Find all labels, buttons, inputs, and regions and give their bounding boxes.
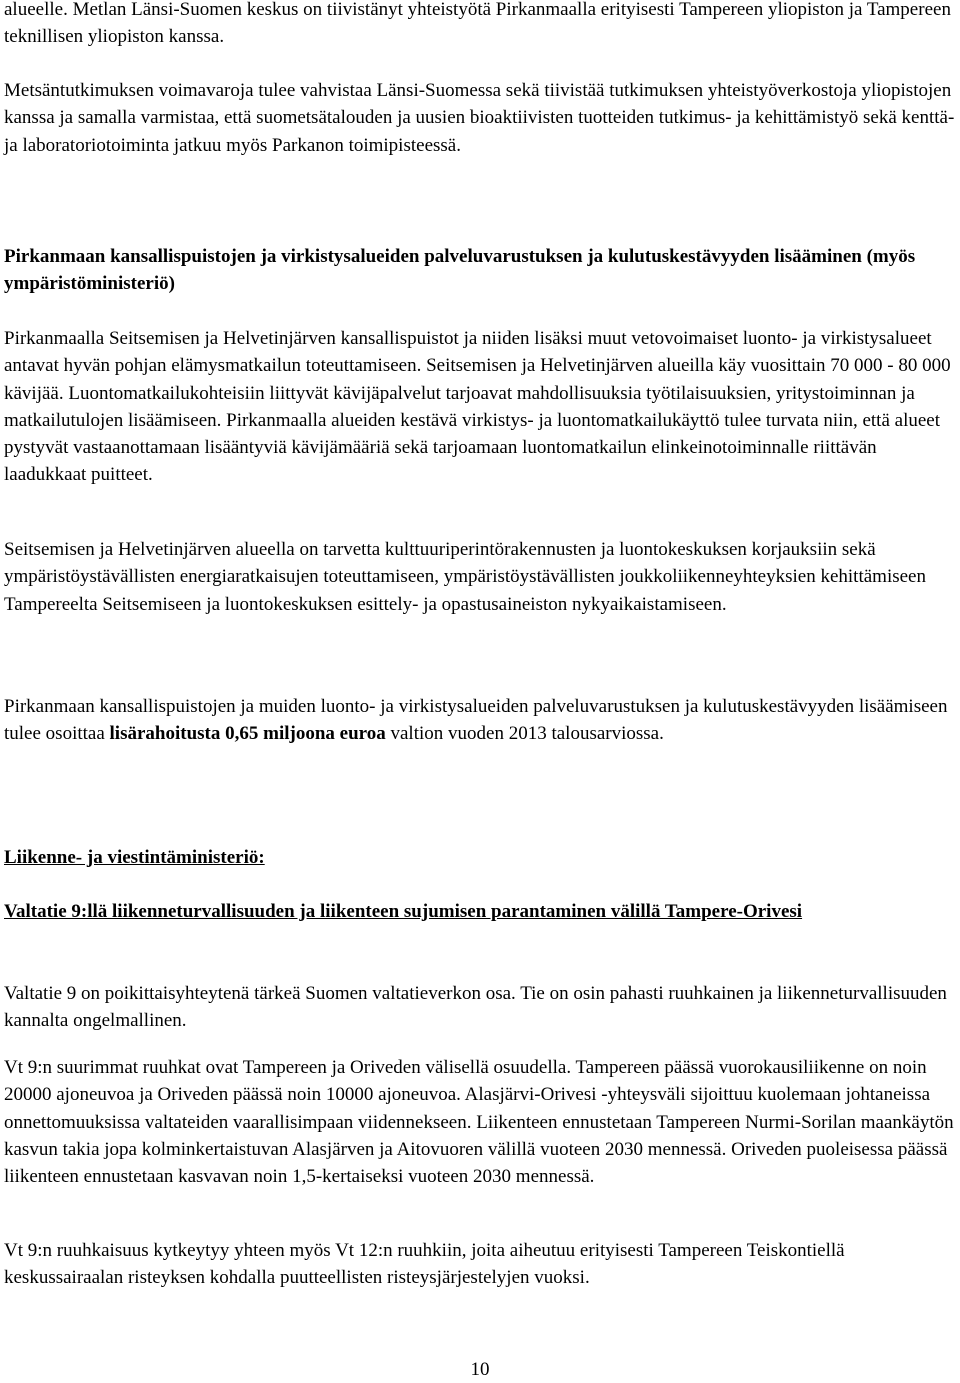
lisarahoitus-text-end: valtion vuoden 2013 talousarviossa. [385,723,664,745]
lisarahoitus-amount: lisärahoitusta 0,65 miljoona euroa [109,723,386,745]
paragraph-metla-cooperation: alueelle. Metlan Länsi-Suomen keskus on tiivistänyt yhteistyötä Pirkanmaalla erityisesti Tampereen yliopiston ja Tampereen teknillisen yliopiston kanssa. [4,0,951,48]
paragraph-valtatie-9-intro: Valtatie 9 on poikittaisyhteytenä tärkeä Suomen valtatieverkon osa. Tie on osin pahasti ruuhkainen ja liikenneturvallisuuden kannalta ongelmallinen. [4,983,947,1032]
paragraph-korjaustarpeet: Seitsemisen ja Helvetinjärven alueella on tarvetta kulttuuriperintörakennusten ja luontokeskuksen korjauksiin sekä ympäristöystävällisten energiaratkaisujen toteuttamiseen, ympäristöystävällisten joukkoliikenneyhteyksien kehittämiseen Tampereelta Seitsemiseen ja luontokeskuksen esittely- ja opastusaineiston nykyaikaistamiseen. [4,539,926,615]
page-number: 10 [470,1359,490,1380]
paragraph-seitseminen-helvetinjarvi: Pirkanmaalla Seitsemisen ja Helvetinjärven kansallispuistot ja niiden lisäksi muut vetovoimaiset luonto- ja virkistysalueet antavat hyvän pohjan elämysmatkailun toteuttamiseen. Seitsemisen ja Helvetinjärven alueilla käy vuosittain 70 000 - 80 000 kävijää. Luontomatkailukohteisiin liittyvät kävijäpalvelut tarjoavat mahdollisuuksia työtilaisuuksien, yritystoiminnan ja matkailutulojen lisäämiseen. Pirkanmaalla alueiden kestävä virkistys- ja luontomatkailukäyttö tulee turvata niin, että alueet pystyvät vastaanottamaan lisääntyviä kävijämääriä sekä tarjoamaan luontomatkailun elinkeinotoiminnalle riittävän laadukkaat puitteet. [4,328,951,486]
paragraph-lisarahoitus [0,693,960,748]
paragraph-ruuhkat: Vt 9:n suurimmat ruuhkat ovat Tampereen ja Oriveden välisellä osuudella. Tampereen päässä vuorokausiliikenne on noin 20000 ajoneuvoa ja Oriveden päässä noin 10000 ajoneuvoa. Alasjärvi-Orivesi -yhteysväli sijoittuu kuolemaan johtaneissa onnettomuuksissa valtateiden vaarallisimpaan viidennekseen. Liikenteen ennustetaan Tampereen Nurmi-Sorilan maankäytön kasvun takia jopa kolminkertaistuvan Alasjärven ja Aitovuoren välillä vuoteen 2030 mennessä. Oriveden puoleisessa päässä liikenteen ennustetaan kasvavan noin 1,5-kertaiseksi vuoteen 2030 mennessä. [4,1057,954,1188]
heading-kansallispuistot: Pirkanmaan kansallispuistojen ja virkistysalueiden palveluvarustuksen ja kulutuskestävyyden lisääminen (myös ympäristöministeriö) [4,246,916,295]
paragraph-metsantutkimus: Metsäntutkimuksen voimavaroja tulee vahvistaa Länsi-Suomessa sekä tiivistää tutkimuksen yhteistyöverkostoja yliopistojen kanssa ja samalla varmistaa, että suometsätalouden ja uusien bioaktiivisten tuotteiden tutkimus- ja kehittämistyö sekä kenttä- ja laboratoriotoiminta jatkuu myös Parkanon toimipisteessä. [4,80,955,156]
paragraph-vt12: Vt 9:n ruuhkaisuus kytkeytyy yhteen myös Vt 12:n ruuhkiin, joita aiheutuu erityisesti Tampereen Teiskontiellä keskussairaalan risteyksen kohdalla puutteellisten risteysjärjestelyjen vuoksi. [4,1240,845,1289]
heading-lvm: Liikenne- ja viestintäministeriö: [4,847,265,868]
heading-valtatie-9: Valtatie 9:llä liikenneturvallisuuden ja liikenteen sujumisen parantaminen välillä Tampere-Orivesi [4,901,803,922]
lisarahoitus-text-start: Pirkanmaan kansallispuistojen ja muiden luonto- ja virkistysalueiden palveluvarustuksen ja kulutuskestävyyden lisäämiseen tulee osoittaa [4,696,948,745]
